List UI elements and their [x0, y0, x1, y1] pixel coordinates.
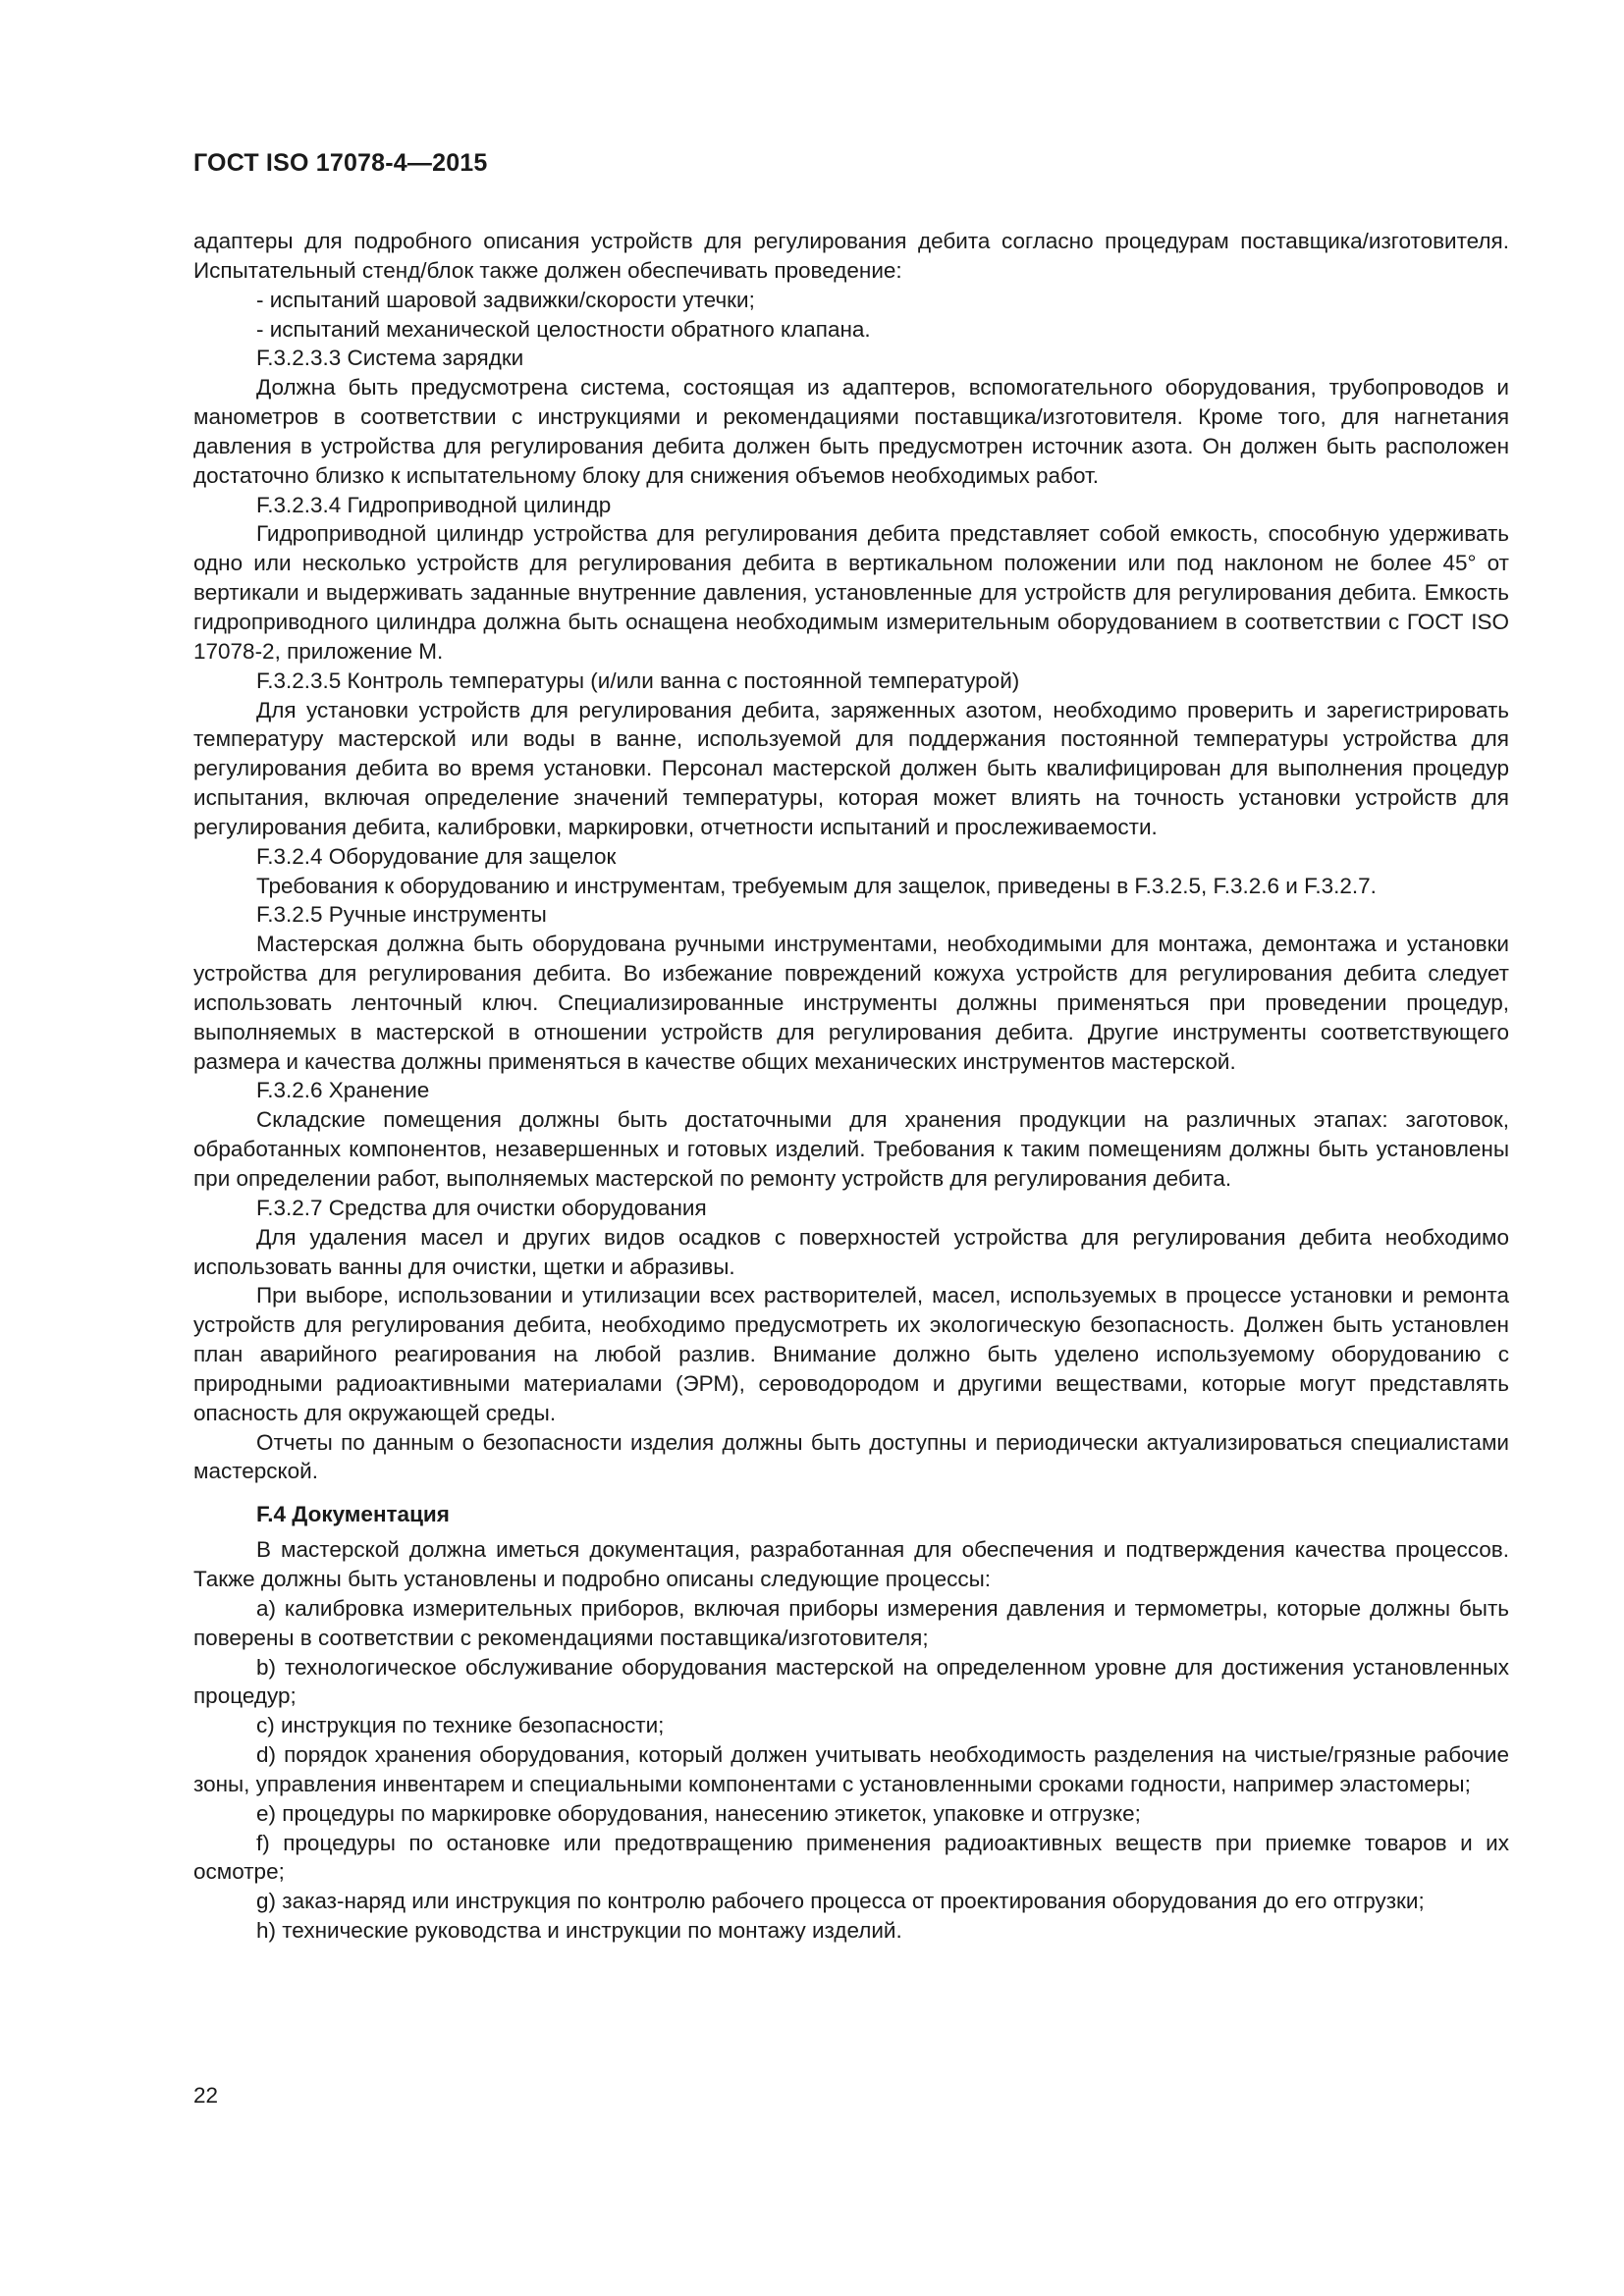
subsection-heading: F.3.2.3.3 Система зарядки	[256, 346, 524, 371]
subsection-heading: F.3.2.5 Ручные инструменты	[256, 902, 547, 928]
paragraph: Требования к оборудованию и инструментам, требуемым для защелок, приведены в F.3.2.5, F.3.2.6 и F.3.2.7.	[256, 873, 1377, 898]
subsection-heading: F.3.2.7 Средства для очистки оборудования	[256, 1195, 707, 1220]
subsection-heading: F.3.2.3.5 Контроль температуры (и/или ванна с постоянной температурой)	[256, 667, 1020, 693]
paragraph: В мастерской должна иметься документация, разработанная для обеспечения и подтверждения качества процессов. Также должны быть установлены и подробно описаны следующие процессы:	[193, 1537, 1509, 1591]
paragraph: Должна быть предусмотрена система, состоящая из адаптеров, вспомогательного оборудования, трубопроводов и манометров в соответствии с инструкциями и рекомендациями поставщика/изготовителя. Кроме того, для нагнетания давления в устройства для регулирования дебита должен быть предусмотрен источник азота. Он должен быть расположен достаточно близко к испытательному блоку для снижения объемов необходимых работ.	[193, 375, 1509, 488]
list-item: - испытаний шаровой задвижки/скорости утечки;	[256, 287, 755, 312]
paragraph: Для удаления масел и других видов осадков с поверхностей устройства для регулирования дебита необходимо использовать ванны для очистки, щетки и абразивы.	[193, 1224, 1509, 1279]
paragraph: Для установки устройств для регулирования дебита, заряженных азотом, необходимо проверить и зарегистрировать температуру мастерской или воды в ванне, используемой для поддержания постоянной температуры устройства для регулирования дебита во время установки. Персонал мастерской должен быть квалифицирован для выполнения процедур испытания, включая определение значений температуры, которая может влиять на точность установки устройств для регулирования дебита, калибровки, маркировки, отчетности испытаний и прослеживаемости.	[193, 697, 1509, 839]
page-number: 22	[193, 2083, 219, 2108]
paragraph: Мастерская должна быть оборудована ручными инструментами, необходимыми для монтажа, демонтажа и установки устройства для регулирования дебита. Во избежание повреждений кожуха устройств для регулирования дебита следует использовать ленточный ключ. Специализированные инструменты должны применяться при проведении процедур, выполняемых в мастерской в отношении устройств для регулирования дебита. Другие инструменты соответствующего размера и качества должны применяться в качестве общих механических инструментов мастерской.	[193, 932, 1509, 1074]
subsection-heading: F.3.2.6 Хранение	[256, 1078, 430, 1103]
subsection-heading: F.3.2.3.4 Гидроприводной цилиндр	[256, 492, 612, 517]
paragraph: Гидроприводной цилиндр устройства для регулирования дебита представляет собой емкость, способную удерживать одно или несколько устройств для регулирования дебита в вертикальном положении или под наклоном не более 45° от вертикали и выдерживать заданные внутренние давления, установленные для устройств для регулирования дебита. Емкость гидроприводного цилиндра должна быть оснащена необходимым измерительным оборудованием в соответствии с ГОСТ ISO 17078-2, приложение М.	[193, 521, 1509, 664]
paragraph: Отчеты по данным о безопасности изделия должны быть доступны и периодически актуализироваться специалистами мастерской.	[193, 1429, 1509, 1484]
section-heading: F.4 Документация	[256, 1502, 450, 1527]
list-item: d) порядок хранения оборудования, который должен учитывать необходимость разделения на чистые/грязные рабочие зоны, управления инвентарем и специальными компонентами с установленными сроками годности, например эластомеры;	[193, 1742, 1509, 1796]
list-item: f) процедуры по остановке или предотвращению применения радиоактивных веществ при приемке товаров и их осмотре;	[193, 1830, 1509, 1885]
subsection-heading: F.3.2.4 Оборудование для защелок	[256, 843, 617, 869]
paragraph: адаптеры для подробного описания устройств для регулирования дебита согласно процедурам поставщика/изготовителя. Испытательный стенд/блок также должен обеспечивать проведение:	[193, 229, 1509, 283]
list-item: h) технические руководства и инструкции по монтажу изделий.	[256, 1918, 902, 1944]
list-item: b) технологическое обслуживание оборудования мастерской на определенном уровне для достижения установленных процедур;	[193, 1654, 1509, 1709]
list-item: e) процедуры по маркировке оборудования, нанесению этикеток, упаковке и отгрузке;	[256, 1800, 1141, 1826]
paragraph: При выборе, использовании и утилизации всех растворителей, масел, используемых в процессе установки и ремонта устройств для регулирования дебита, необходимо предусмотреть их экологическую безопасность. Должен быть установлен план аварийного реагирования на любой разлив. Внимание должно быть уделено используемому оборудованию с природными радиоактивными материалами (ЭРМ), сероводородом и другими веществами, которые могут представлять опасность для окружающей среды.	[193, 1283, 1509, 1425]
list-item: a) калибровка измерительных приборов, включая приборы измерения давления и термометры, которые должны быть поверены в соответствии с рекомендациями поставщика/изготовителя;	[193, 1595, 1509, 1650]
list-item: g) заказ-наряд или инструкция по контролю рабочего процесса от проектирования оборудования до его отгрузки;	[256, 1889, 1425, 1914]
document-body	[193, 227, 1509, 1946]
document-header: ГОСТ ISO 17078-4—2015	[193, 149, 488, 177]
list-item: c) инструкция по технике безопасности;	[256, 1713, 665, 1738]
list-item: - испытаний механической целостности обратного клапана.	[256, 316, 871, 342]
paragraph: Складские помещения должны быть достаточными для хранения продукции на различных этапах: заготовок, обработанных компонентов, незавершенных и готовых изделий. Требования к таким помещениям должны быть установлены при определении работ, выполняемых мастерской по ремонту устройств для регулирования дебита.	[193, 1107, 1509, 1191]
